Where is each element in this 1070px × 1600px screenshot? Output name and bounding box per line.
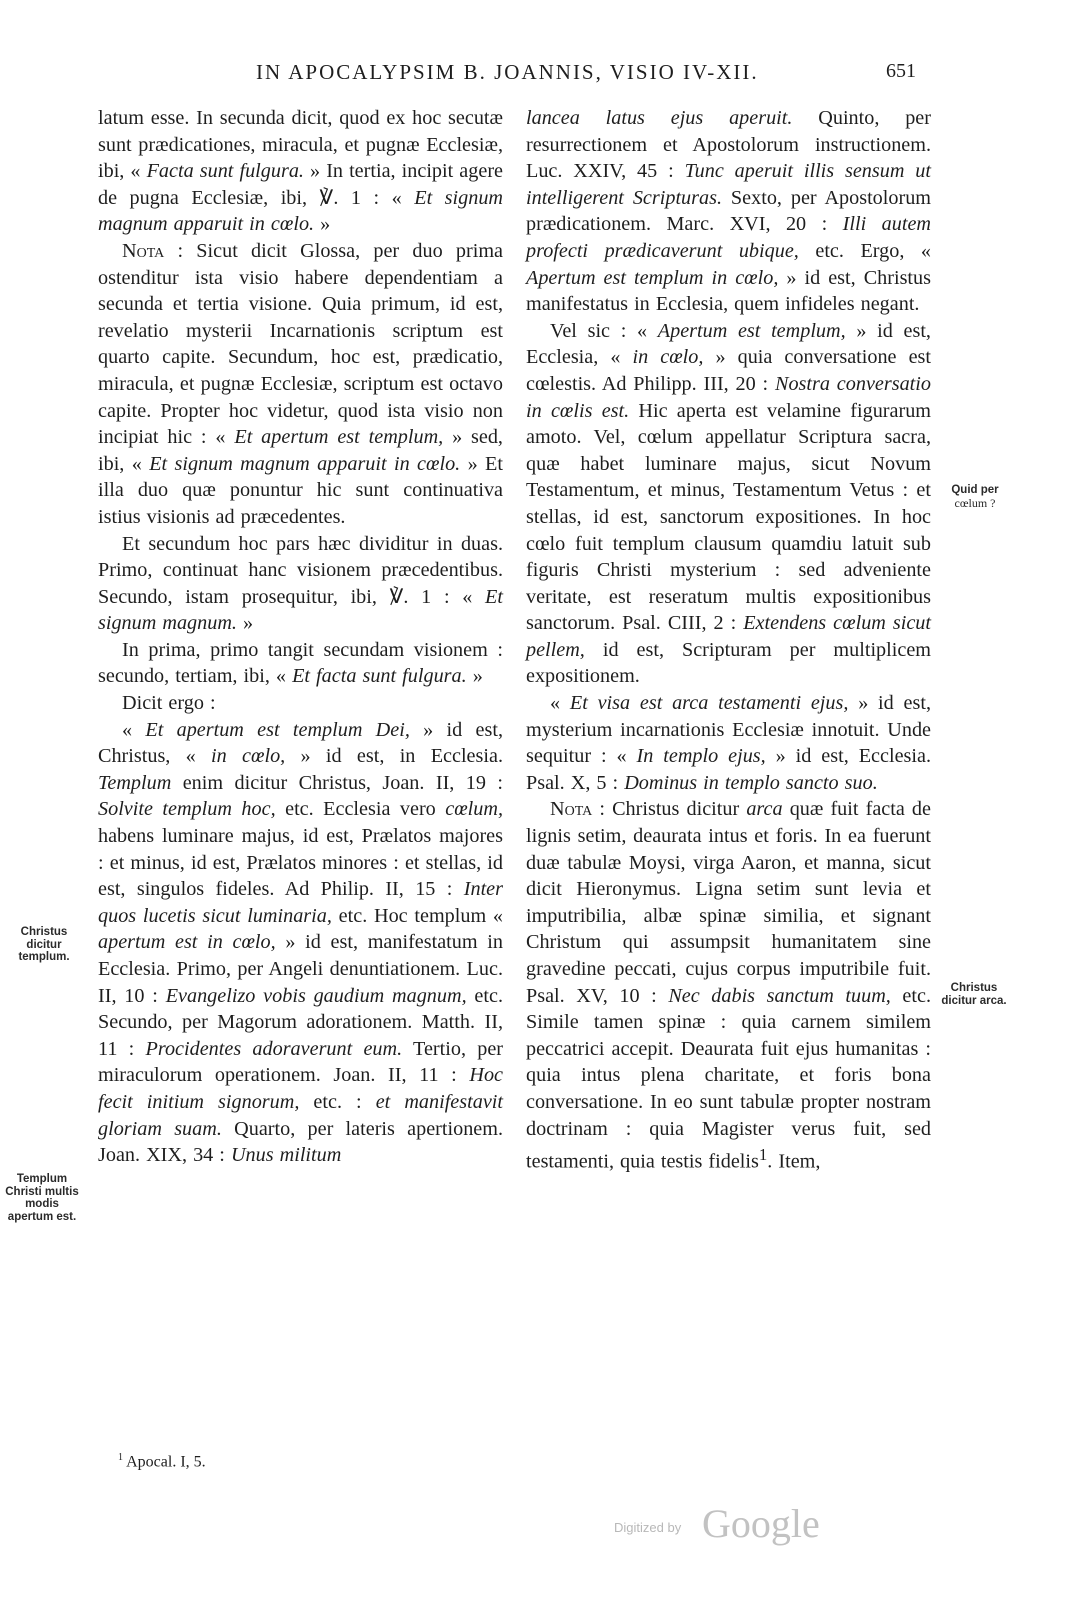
google-logo: Google xyxy=(702,1501,820,1546)
footnote-mark: 1 xyxy=(118,1452,123,1463)
footnote: $^1$ Apocal. I, 5. xyxy=(118,1452,206,1471)
page-header xyxy=(0,58,1070,94)
paragraph: Vel sic : « Apertum est templum, » id est, Ecclesia, « in cœlo, » quia conversatione est cœlestis. Ad Philipp. III, 20 : Nostra conversatio in cœlis est. Hic aperta est velamine figurarum amoto. Vel, cœlum appellatur Scriptura sacra, quæ habet luminare majus, sicut Novum Testamentum, et minus, Testamentum Vetus : et stellas, id est, sanctorum expositiones. In hoc cœlo fuit templum clausum quamdiu latuit sub figuris Christi mysterium : sed adveniente veritate, est reseratum multis expositionibus sanctorum. Psal. CIII, 2 : Extendens cœlum sicut pellem, id est, Scripturam per multiplicem expositionem. xyxy=(526,319,931,688)
paragraph: Nota : Sicut dicit Glossa, per duo prima ostenditur ista visio habere dependentiam a secunda et tertia visione. Quia primum, id est, revelatio mysterii Incarnationis scriptum est quarto capite. Secundum, hoc est, prædicatio, miracula, et pugnæ Ecclesiæ, scriptum est octavo capite. Propter hoc videtur, quod ista visio non incipiat hic : « Et apertum est templum, » sed, ibi, « Et signum magnum apparuit in cœlo. » Et illa duo quæ ponuntur hic sunt continuativa istius visionis ad præcedentes. xyxy=(98,239,503,528)
right-column xyxy=(526,105,931,1175)
paragraph: Dicit ergo : xyxy=(122,692,216,715)
paragraph: In prima, primo tangit secundam visionem : secundo, tertiam, ibi, « Et facta sunt fulgura. » xyxy=(98,638,503,688)
digitized-watermark xyxy=(614,1500,834,1550)
running-title: IN APOCALYPSIM B. JOANNIS, VISIO IV-XII. xyxy=(256,60,759,84)
margin-note-christus-templum: Christus dicitur templum. xyxy=(18,926,70,963)
margin-note-templum-apertum: Templum Christi multis modis apertum est. xyxy=(5,1173,79,1223)
margin-note-christus-arca: Christus dicitur arca. xyxy=(941,982,1007,1007)
paragraph: « Et apertum est templum Dei, » id est, Christus, « in cœlo, » id est, in Ecclesia. Templum enim dicitur Christus, Joan. II, 19 : Solvite templum hoc, etc. Ecclesia vero cœlum, habens luminare majus, id est, Prælatos majores : et minus, id est, Prælatos minores : et stellas, id est, singulos fideles. Ad Philip. II, 15 : Inter quos lucetis sicut luminaria, etc. Hoc templum « apertum est in cœlo, » id est, manifestatum in Ecclesia. Primo, per Angeli denuntiationem. Luc. II, 10 : Evangelizo vobis gaudium magnum, etc. Secundo, per Magorum adorationem. Matth. II, 11 : Procidentes adoraverunt eum. Tertio, per miraculorum operationem. Joan. II, 11 : Hoc fecit initium signorum, etc. : et manifestavit gloriam suam. Quarto, per lateris apertionem. Joan. XIX, 34 : Unus militum xyxy=(98,718,503,1167)
paragraph: lancea latus ejus aperuit. Quinto, per resurrectionem et Apostolorum instructionem. Luc. XXIV, 45 : Tunc aperuit illis sensum ut intelligerent Scripturas. Sexto, per Apostolorum prædicationem. Marc. XVI, 20 : Illi autem profecti prædicaverunt ubique, etc. Ergo, « Apertum est templum in cœlo, » id est, Christus manifestatus in Ecclesia, quem infideles negant. xyxy=(526,107,931,316)
paragraph: Nota : Christus dicitur arca quæ fuit facta de lignis setim, deaurata intus et foris. In ea fuerunt duæ tabulæ Moysi, virga Aaron, et manna, sicut dicit Hieronymus. Ligna setim sunt levia et imputribilia, albæ spinæ similia, et signant Christum qui assumpsit humanitatem sine gravedine peccati, cujus corpus imputribile fuit. Psal. XV, 10 : Nec dabis sanctum tuum, etc. Simile tamen spinæ : quia carnem similem peccatrici accepit. Deaurata fuit ejus humanitas : quia intus plena charitate, et foris bona conversatione. In eo sunt tabulæ propter nostram doctrinam : quia Magister verus fuit, sed testamenti, quia testis fidelis$^1$. Item, xyxy=(526,798,931,1173)
paragraph: Et secundum hoc pars hæc dividitur in duas. Primo, continuat hanc visionem præcedentibus. Secundo, istam prosequitur, ibi, ℣. 1 : « Et signum magnum. » xyxy=(98,532,503,635)
footnote-reference: 1 xyxy=(758,1145,768,1165)
paragraph: latum esse. In secunda dicit, quod ex hoc secutæ sunt prædicationes, miracula, et pugnæ Ecclesiæ, ibi, « Facta sunt fulgura. » In tertia, incipit agere de pugna Ecclesiæ, ibi, ℣. 1 : « Et signum magnum apparuit in cœlo. » xyxy=(98,107,504,236)
left-column xyxy=(98,105,503,1169)
page-number: 651 xyxy=(886,60,916,82)
margin-note-quid-per-coelum: Quid per cœlum ? xyxy=(951,484,999,510)
watermark-prefix: Digitized by xyxy=(614,1520,682,1535)
paragraph: « Et visa est arca testamenti ejus, » id est, mysterium incarnationis Ecclesiæ innotuit. Unde sequitur : « In templo ejus, » id est, Ecclesia. Psal. X, 5 : Dominus in templo sancto suo. xyxy=(526,692,932,794)
